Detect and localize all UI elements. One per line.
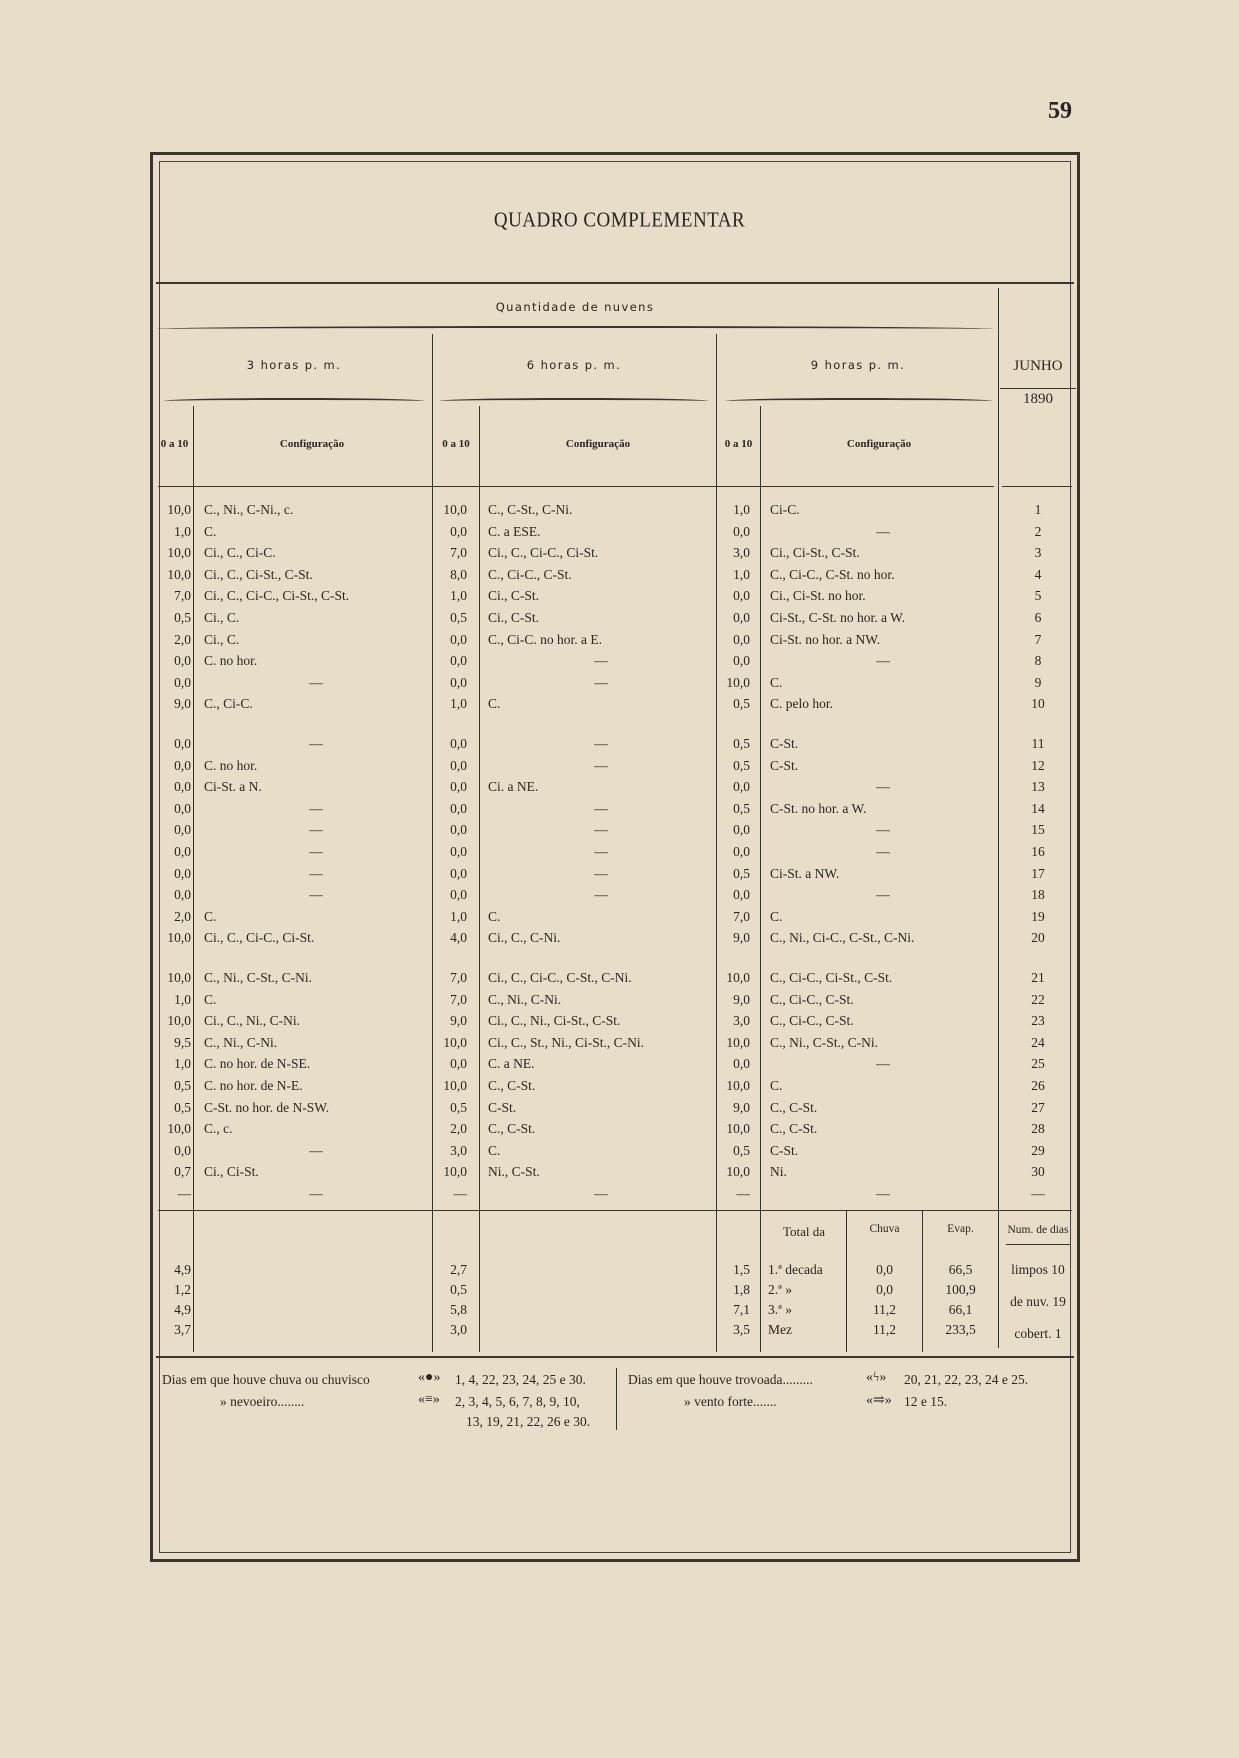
table-cell-q3: 0,5 [174,610,191,625]
table-cell-q6: 1,0 [450,696,467,712]
totals-cell-q6: 0,5 [450,1282,467,1297]
table-cell-q6: 0,5 [450,610,467,625]
table-cell-q9: 0,0 [733,631,750,647]
table-cell-q3: 0,5 [174,1099,191,1115]
scale-header-6pm: 0 a 10 [442,438,470,450]
totals-cell-q3: 3,7 [174,1322,191,1337]
table-cell-q3: 1,0 [174,523,191,539]
table-cell-day: 23 [1031,1013,1045,1029]
table-cell-c6: — [594,653,608,669]
table-cell-q6: 1,0 [450,588,467,604]
table-cell-c9: Ci-St. no hor. a NW. [770,631,881,647]
totals-cell-label: 1.ª decada [768,1262,823,1277]
table-cell-c6: C., C-St. [488,1121,536,1137]
table-cell-c6: — [594,800,608,816]
table-cell-c6: Ci., C-St. [488,610,540,625]
period-9pm: 9 horas p. m. [810,358,906,372]
table-cell-c3: C. no hor. [204,757,258,773]
table-cell-c6: — [594,674,608,690]
table-cell-day: 4 [1034,566,1042,582]
table-cell-q9: 0,5 [733,736,750,751]
period-6pm: 6 horas p. m. [526,358,622,372]
table-cell-c9: C-St. [770,736,799,751]
totals-cell-q6: 5,8 [450,1302,467,1317]
days-cobert: cobert. 1 [1014,1326,1062,1341]
footer-divider [616,1368,617,1430]
table-cell-q3: 0,0 [174,757,191,773]
table-cell-q9: 7,0 [733,908,750,924]
table-cell-q9: 10,0 [726,1078,750,1093]
table-cell-c3: — [309,887,323,903]
table-cell-day: 15 [1031,822,1045,838]
table-cell-c6: C., Ci-C., C-St. [488,566,572,582]
table-cell-day: 17 [1031,865,1045,881]
table-cell-c6: Ci. a NE. [488,779,539,795]
wind-symbol-icon: «⥤» [866,1393,892,1408]
table-cell-c3: — [309,822,323,838]
config-header-6pm: Configuração [565,438,631,450]
table-cell-q6: 7,0 [450,970,467,985]
table-cell-c3: — [309,1186,323,1201]
table-cell-c9: C., Ni., Ci-C., C-St., C-Ni. [770,930,915,946]
table-cell-c6: Ci., C., Ni., Ci-St., C-St. [488,1013,621,1029]
table-cell-q6: 8,0 [450,566,467,582]
table-cell-q6: 0,0 [450,757,467,773]
fog-days-1: 2, 3, 4, 5, 6, 7, 8, 9, 10, [455,1394,580,1409]
table-cell-day: 7 [1034,631,1042,647]
table-cell-q9: 10,0 [726,970,750,985]
brace-3pm [164,398,424,404]
table-cell-q9: 3,0 [733,545,750,561]
table-cell-day: 5 [1034,588,1042,604]
totals-cell-evap: 233,5 [945,1322,976,1337]
totals-cell-label: 3.ª » [768,1302,792,1317]
table-cell-q3: 0,0 [174,800,191,816]
table-cell-q3: 10,0 [167,566,191,582]
table-cell-c9: Ci-C. [770,502,800,517]
rain-symbol-icon: «●» [418,1370,441,1385]
table-cell-day: 11 [1031,736,1045,751]
table-cell-c9: C., Ci-C., C-St. no hor. [770,566,895,582]
table-cell-day: 9 [1034,674,1042,690]
table-cell-q9: 0,0 [733,887,750,903]
totals-cell-chuva: 0,0 [876,1282,893,1297]
table-cell-q3: 9,5 [174,1034,191,1050]
table-cell-day: 14 [1031,800,1045,816]
table-cell-q6: 10,0 [443,1164,467,1180]
table-cell-day: 1 [1034,502,1042,517]
table-cell-c9: Ci., Ci-St., C-St. [770,545,860,561]
table-cell-q9: 0,0 [733,844,750,859]
table-cell-q6: — [453,1186,467,1201]
table-cell-c9: — [876,1056,890,1072]
table-cell-q6: 4,0 [450,930,467,946]
fog-symbol-icon: «≡» [418,1392,440,1407]
column-header-rule-month [1002,486,1072,487]
table-cell-c9: — [876,1186,890,1201]
table-cell-q6: 0,0 [450,822,467,838]
table-cell-c6: C. [488,908,501,924]
table-cell-c6: C. a NE. [488,1056,535,1072]
num-dias-rule [1006,1244,1070,1245]
totals-cell-evap: 66,5 [948,1262,973,1277]
table-cell-day: 29 [1031,1142,1045,1158]
table-cell-q3: — [177,1186,191,1201]
table-cell-c6: — [594,1186,608,1201]
table-cell-q3: 9,0 [174,696,191,712]
table-cell-q3: 0,0 [174,779,191,795]
totals-cell-q9: 3,5 [733,1322,750,1337]
table-cell-q9: 0,0 [733,588,750,604]
table-cell-q9: 9,0 [733,991,750,1007]
table-cell-q9: 0,0 [733,653,750,669]
table-cell-q6: 7,0 [450,545,467,561]
table-cell-q6: 0,5 [450,1099,467,1115]
table-cell-c3: — [309,1142,323,1158]
table-cell-day: 18 [1031,887,1045,903]
page-title: QUADRO COMPLEMENTAR [493,208,746,233]
table-cell-q9: 3,0 [733,1013,750,1029]
table-cell-c6: — [594,757,608,773]
table-cell-c3: Ci., C., Ni., C-Ni. [204,1013,301,1029]
table-cell-q3: 0,0 [174,736,191,751]
table-cell-c6: C-St. [488,1099,517,1115]
table-cell-q9: — [736,1186,750,1201]
table-cell-q6: 0,0 [450,779,467,795]
table-cell-q9: 10,0 [726,1164,750,1180]
table-cell-c3: C. [204,908,217,924]
table-cell-c6: Ci., C., Ci-C., C-St., C-Ni. [488,970,632,985]
table-cell-c3: — [309,865,323,881]
config-header-3pm: Configuração [279,438,345,450]
table-cell-c3: Ci., C., Ci-C. [204,545,276,561]
table-cell-c6: — [594,865,608,881]
table-cell-q3: 0,7 [174,1164,191,1180]
table-cell-q6: 2,0 [450,1121,467,1137]
table-cell-c3: — [309,800,323,816]
group-title: Quantidade de nuvens [495,300,655,314]
table-cell-c9: C. [770,1078,783,1093]
table-cell-c6: C., C-St., C-Ni. [488,502,573,517]
table-cell-c3: Ci., C. [204,610,240,625]
table-cell-c9: C., C-St. [770,1121,818,1137]
table-cell-c3: Ci., C., Ci-C., Ci-St., C-St. [204,588,350,604]
table-cell-q6: 10,0 [443,1034,467,1050]
brace-group [156,326,994,332]
wind-days: 12 e 15. [904,1394,948,1409]
table-cell-day: 24 [1031,1034,1045,1050]
table-cell-q9: 0,0 [733,822,750,838]
table-cell-q6: 0,0 [450,631,467,647]
table-cell-c9: C-St. no hor. a W. [770,800,867,816]
table-cell-c9: — [876,653,890,669]
table-cell-c9: C., Ci-C., Ci-St., C-St. [770,970,893,985]
table-cell-c9: — [876,523,890,539]
table-cell-c6: — [594,844,608,859]
table-cell-c9: C-St. [770,757,799,773]
table-cell-q9: 10,0 [726,1121,750,1137]
table-cell-day: 20 [1031,930,1045,946]
table-cell-day: 30 [1031,1164,1045,1180]
rain-days: 1, 4, 22, 23, 24, 25 e 30. [455,1372,586,1387]
table-cell-q9: 0,5 [733,1142,750,1158]
table-cell-c6: Ci., C., Ci-C., Ci-St. [488,545,599,561]
table-cell-c3: — [309,674,323,690]
table-cell-q9: 0,0 [733,610,750,625]
scale-header-9pm: 0 a 10 [724,438,753,450]
table-cell-q3: 10,0 [167,1121,191,1137]
month-label: JUNHO [1013,358,1063,374]
table-cell-q3: 0,0 [174,653,191,669]
table-bottom-rule [156,1356,1074,1358]
table-cell-c9: C., Ni., C-St., C-Ni. [770,1034,879,1050]
table-cell-q6: 7,0 [450,991,467,1007]
table-cell-c3: Ci-St. a N. [204,779,262,795]
table-cell-q3: 2,0 [174,908,191,924]
table-cell-q9: 9,0 [733,930,750,946]
table-cell-c3: C., Ni., C-St., C-Ni. [204,970,313,985]
table-cell-c3: — [309,844,323,859]
table-cell-q6: 9,0 [450,1013,467,1029]
days-nuv: de nuv. 19 [1010,1294,1066,1309]
table-cell-q3: 2,0 [174,631,191,647]
totals-cell-label: 2.ª » [768,1282,792,1297]
table-cell-q3: 0,5 [174,1078,191,1093]
totals-cell-q3: 4,9 [174,1302,191,1317]
thunder-label: Dias em que houve trovoada......... [628,1372,813,1387]
totals-cell-evap: 66,1 [948,1302,973,1317]
table-cell-q9: 1,0 [733,566,750,582]
table-cell-day: 6 [1034,610,1042,625]
table-cell-day: 10 [1031,696,1045,712]
table-cell-q9: 0,0 [733,523,750,539]
table-cell-c6: — [594,822,608,838]
table-cell-c6: C. a ESE. [488,523,541,539]
table-cell-q3: 10,0 [167,502,191,517]
rain-label: Dias em que houve chuva ou chuvisco [162,1372,370,1387]
table-cell-c3: C. no hor. de N-SE. [204,1056,311,1072]
table-cell-c3: Ci., C., Ci-C., Ci-St. [204,930,315,946]
table-cell-c3: Ci., Ci-St. [204,1164,259,1180]
table-cell-c3: C., Ci-C. [204,696,253,712]
table-cell-q6: 0,0 [450,523,467,539]
fog-days-2: 13, 19, 21, 22, 26 e 30. [466,1414,591,1429]
brace-9pm [726,398,992,404]
totals-top-rule [158,1210,1072,1211]
table-cell-c3: C. [204,523,217,539]
table-cell-q6: 10,0 [443,1078,467,1093]
table-cell-day: 27 [1031,1099,1045,1115]
table-cell-c3: C. no hor. de N-E. [204,1078,303,1093]
totals-cell-chuva: 0,0 [876,1262,893,1277]
table-cell-c6: — [594,887,608,903]
table-cell-q9: 0,5 [733,757,750,773]
table-cell-day: — [1031,1186,1045,1201]
table-cell-day: 16 [1031,844,1045,859]
table-cell-q6: 0,0 [450,887,467,903]
table-cell-c3: Ci., C., Ci-St., C-St. [204,566,313,582]
table-cell-c9: C. [770,908,783,924]
table-cell-day: 28 [1031,1121,1045,1137]
table-cell-q6: 0,0 [450,653,467,669]
year-label: 1890 [1000,388,1076,408]
table-cell-q6: 0,0 [450,1056,467,1072]
table-cell-q3: 1,0 [174,1056,191,1072]
totals-header-total: Total da [782,1224,826,1239]
totals-header-chuva: Chuva [869,1223,900,1235]
table-cell-q3: 0,0 [174,844,191,859]
month-column-divider [998,288,999,1348]
table-cell-q3: 0,0 [174,865,191,881]
table-cell-q9: 0,0 [733,779,750,795]
table-cell-c3: C. [204,991,217,1007]
table-cell-c3: C., Ni., C-Ni. [204,1034,278,1050]
table-cell-q6: 10,0 [443,502,467,517]
scale-header-3pm: 0 a 10 [160,438,189,450]
table-cell-q9: 0,5 [733,800,750,816]
totals-cell-q9: 1,8 [733,1282,750,1297]
table-cell-c9: Ci., Ci-St. no hor. [770,588,866,604]
table-cell-c6: Ci., C., St., Ni., Ci-St., C-Ni. [488,1034,645,1050]
table-cell-q6: 3,0 [450,1142,467,1158]
table-cell-c6: Ci., C., C-Ni. [488,930,561,946]
table-cell-c6: Ci., C-St. [488,588,540,604]
thunder-symbol-icon: «ϟ» [866,1370,887,1385]
totals-cell-q6: 3,0 [450,1322,467,1337]
table-cell-c9: — [876,887,890,903]
config-header-9pm: Configuração [846,438,912,450]
header-top-rule [156,282,1074,284]
totals-cell-q9: 7,1 [733,1302,750,1317]
table-cell-day: 26 [1031,1078,1045,1093]
table-cell-c9: C. pelo hor. [770,696,833,712]
table-cell-c6: — [594,736,608,751]
totals-cell-q6: 2,7 [450,1262,467,1277]
table-cell-c9: — [876,822,890,838]
table-cell-q3: 1,0 [174,991,191,1007]
table-cell-q9: 10,0 [726,1034,750,1050]
table-cell-q9: 0,5 [733,865,750,881]
table-cell-day: 25 [1031,1056,1045,1072]
page-number: 59 [1048,98,1072,124]
table-cell-day: 21 [1031,970,1045,985]
totals-cell-q3: 1,2 [174,1282,191,1297]
table-cell-c9: — [876,844,890,859]
fog-label: » nevoeiro........ [220,1394,305,1409]
table-cell-c3: C., Ni., C-Ni., c. [204,502,294,517]
table-cell-c3: C-St. no hor. de N-SW. [204,1099,330,1115]
table-cell-q6: 0,0 [450,736,467,751]
table-cell-q6: 0,0 [450,844,467,859]
table-cell-c3: C. no hor. [204,653,258,669]
table-cell-c6: C. [488,696,501,712]
table-cell-c6: C., C-St. [488,1078,536,1093]
table-cell-day: 22 [1031,991,1045,1007]
table-cell-c9: C-St. [770,1142,799,1158]
table-cell-day: 8 [1034,653,1042,669]
table-cell-c6: C. [488,1142,501,1158]
table-cell-q9: 10,0 [726,674,750,690]
totals-cell-chuva: 11,2 [872,1322,897,1337]
table-cell-c3: — [309,736,323,751]
thunder-days: 20, 21, 22, 23, 24 e 25. [904,1372,1029,1387]
table-cell-q6: 1,0 [450,908,467,924]
table-cell-q6: 0,0 [450,674,467,690]
table-cell-day: 2 [1034,523,1042,539]
column-header-rule [158,486,994,487]
table-cell-c9: Ci-St., C-St. no hor. a W. [770,610,906,625]
table-cell-q3: 10,0 [167,930,191,946]
brace-6pm [440,398,708,404]
table-cell-c9: C., C-St. [770,1099,818,1115]
period-3pm: 3 horas p. m. [246,358,342,372]
table-cell-c9: C., Ci-C., C-St. [770,1013,854,1029]
table-cell-q3: 7,0 [174,588,191,604]
table-cell-c3: C., c. [204,1121,233,1137]
table-cell-q3: 0,0 [174,822,191,838]
table-cell-c6: C., Ni., C-Ni. [488,991,562,1007]
totals-header-num-dias: Num. de dias [1007,1224,1069,1236]
table-cell-q9: 1,0 [733,502,750,517]
table-cell-c9: C. [770,674,783,690]
table-cell-q3: 10,0 [167,545,191,561]
totals-cell-label: Mez [768,1322,792,1337]
totals-cell-q3: 4,9 [174,1262,191,1277]
totals-cell-evap: 100,9 [945,1282,976,1297]
table-cell-q3: 0,0 [174,674,191,690]
table-cell-q3: 0,0 [174,1142,191,1158]
totals-cell-q9: 1,5 [733,1262,750,1277]
table-cell-q3: 10,0 [167,1013,191,1029]
table-cell-day: 12 [1031,757,1045,773]
table-cell-c9: — [876,779,890,795]
table-cell-c9: Ci-St. a NW. [770,865,840,881]
table-cell-c9: Ni. [770,1164,787,1180]
table-cell-c9: C., Ci-C., C-St. [770,991,854,1007]
table-cell-q6: 0,0 [450,865,467,881]
table-cell-q6: 0,0 [450,800,467,816]
days-limpos: limpos 10 [1011,1262,1065,1277]
table-cell-q9: 0,0 [733,1056,750,1072]
table-cell-day: 19 [1031,908,1045,924]
table-cell-q9: 0,5 [733,696,750,712]
table-cell-day: 3 [1034,545,1042,561]
totals-header-evap: Evap. [947,1223,974,1235]
table-cell-day: 13 [1031,779,1045,795]
table-cell-c3: Ci., C. [204,631,240,647]
table-cell-q9: 9,0 [733,1099,750,1115]
totals-cell-chuva: 11,2 [872,1302,897,1317]
table-cell-q3: 10,0 [167,970,191,985]
table-cell-c6: Ni., C-St. [488,1164,540,1180]
table-cell-c6: C., Ci-C. no hor. a E. [488,631,602,647]
table-cell-q3: 0,0 [174,887,191,903]
wind-label: » vento forte....... [684,1394,777,1409]
